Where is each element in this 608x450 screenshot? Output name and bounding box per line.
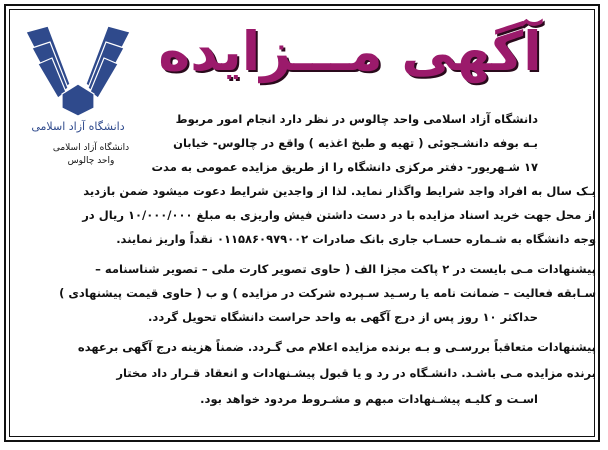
p1-line5: از محل جهت خرید اسناد مزایده با در دست داشتن فیش واریزی به مبلغ ۱۰/۰۰۰/۰۰۰ ریال در — [82, 208, 596, 222]
p1-line6: وجه دانشگاه به شـماره حسـاب جاری بانک صادرات ۰۱۱۵۸۶۰۹۷۹۰۰۲ نقداً واریز نمایند. — [116, 232, 596, 246]
logo-caption-line1: دانشگاه آزاد اسلامی — [52, 143, 130, 153]
p3-line2: برنده مزایده مـی باشـد. دانشـگاه در رد و یا قبول پیشـنهادات و انعقاد قـرار داد مختار — [116, 366, 596, 380]
p1-line2: بـه بوفه دانشـجوئی ( تهیه و طبخ اغذیه ) واقع در چالوس- خیابان — [173, 136, 538, 150]
p1-line1: دانشگاه آزاد اسلامی واحد چالوس در نظر دارد انجام امور مربوط — [175, 112, 538, 126]
university-emblem-icon — [18, 14, 138, 134]
logo-caption — [44, 142, 138, 168]
p2-line1: پیشنهادات مـی بایست در ۲ پاکت مجزا الف ( حاوی تصویر کارت ملی – تصویر شناسنامه – — [95, 262, 596, 276]
p2-line3: حداکثر ۱۰ روز پس از درج آگهی به واحد حراست دانشگاه تحویل گردد. — [148, 310, 538, 324]
emblem-lettering: دانشگاه آزاد اسلامی — [31, 120, 125, 133]
notice-title: آگهی مـــزایده — [158, 19, 542, 83]
p3-line1: پیشنهادات متعاقباً بررسـی و بـه برنده مزایده اعلام می گـردد. ضمناً هزینه درج آگهی برعهده — [77, 340, 596, 354]
p2-line2: سـابقه فعالیت – ضمانت نامه یا رسـید سـپرده شرکت در مزایده ) و ب ( حاوی قیمت پیشنهادی ) — [59, 286, 596, 300]
logo-caption-line2: واحد چالوس — [67, 156, 115, 166]
p1-line3: ۱۷ شـهریور- دفتر مرکزی دانشگاه را از طریق مزایده عمومی به مدت — [151, 160, 538, 174]
p3-line3: اسـت و کلیـه پیشـنهادات مبهم و مشـروط مردود خواهد بود. — [200, 392, 538, 406]
p1-line4: یـک سال به افراد واجد شرایط واگذار نماید. لذا از واجدین شرایط دعوت میشود ضمن بازدید — [83, 184, 596, 198]
title-banner — [150, 10, 550, 92]
